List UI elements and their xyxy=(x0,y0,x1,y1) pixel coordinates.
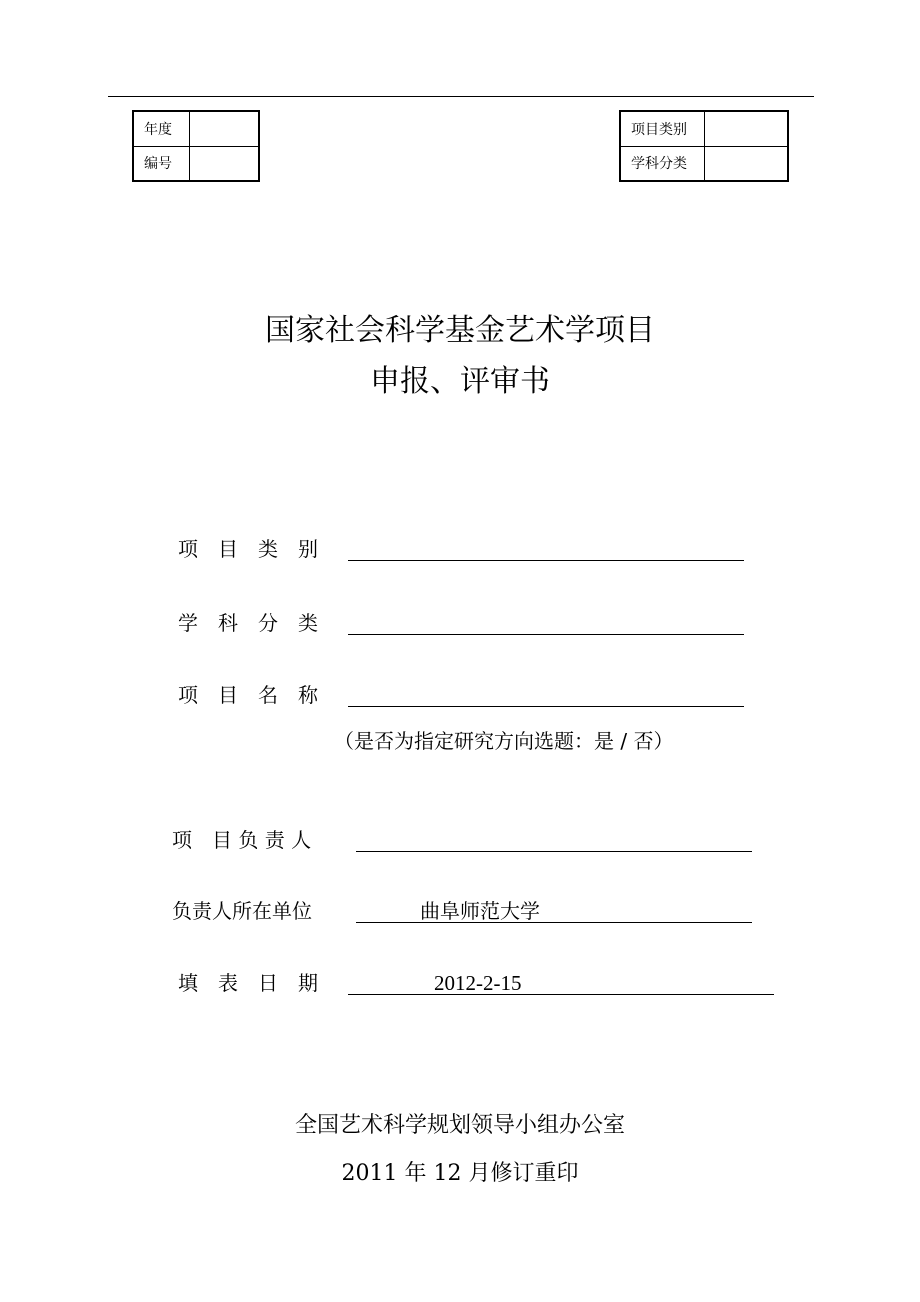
header-rule xyxy=(108,96,814,97)
meta-label-category: 项目类别 xyxy=(620,111,704,146)
footer-office: 全国艺术科学规划领导小组办公室 xyxy=(294,1113,625,1138)
document-title: 国家社会科学基金艺术学项目 xyxy=(265,313,655,348)
meta-row-category xyxy=(620,111,788,146)
field-input-subject-classification[interactable] xyxy=(348,634,744,635)
designated-topic-note: （是否为指定研究方向选题：是 / 否） xyxy=(334,729,674,753)
meta-value-number[interactable] xyxy=(189,146,259,181)
meta-label-number: 编号 xyxy=(133,146,189,181)
document-subtitle: 申报、评审书 xyxy=(370,364,550,399)
field-value-fill-date: 2012-2-15 xyxy=(434,971,522,995)
field-value-leader-unit: 曲阜师范大学 xyxy=(420,899,540,923)
meta-table-category-subject xyxy=(619,110,789,182)
field-label-leader-unit: 负责人所在单位 xyxy=(172,899,312,923)
field-input-project-leader[interactable] xyxy=(356,851,752,852)
field-input-leader-unit[interactable] xyxy=(356,922,752,923)
field-label-fill-date: 填 表 日 期 xyxy=(178,971,318,995)
field-label-project-name: 项 目 名 称 xyxy=(178,683,318,707)
field-input-fill-date[interactable] xyxy=(348,994,774,995)
field-label-project-category: 项 目 类 别 xyxy=(178,537,318,561)
meta-value-category[interactable] xyxy=(704,111,788,146)
field-input-project-category[interactable] xyxy=(348,560,744,561)
meta-row-year xyxy=(133,111,259,146)
meta-table-year-number xyxy=(132,110,260,182)
footer-reprint-note: 2011 年 12 月修订重印 xyxy=(341,1161,579,1186)
meta-row-number xyxy=(133,146,259,181)
field-label-project-leader: 项 目 负 责 人 xyxy=(172,828,312,852)
meta-value-subject[interactable] xyxy=(704,146,788,181)
meta-label-subject: 学科分类 xyxy=(620,146,704,181)
meta-value-year[interactable] xyxy=(189,111,259,146)
field-label-subject-classification: 学 科 分 类 xyxy=(178,611,318,635)
meta-row-subject xyxy=(620,146,788,181)
field-input-project-name[interactable] xyxy=(348,706,744,707)
meta-label-year: 年度 xyxy=(133,111,189,146)
